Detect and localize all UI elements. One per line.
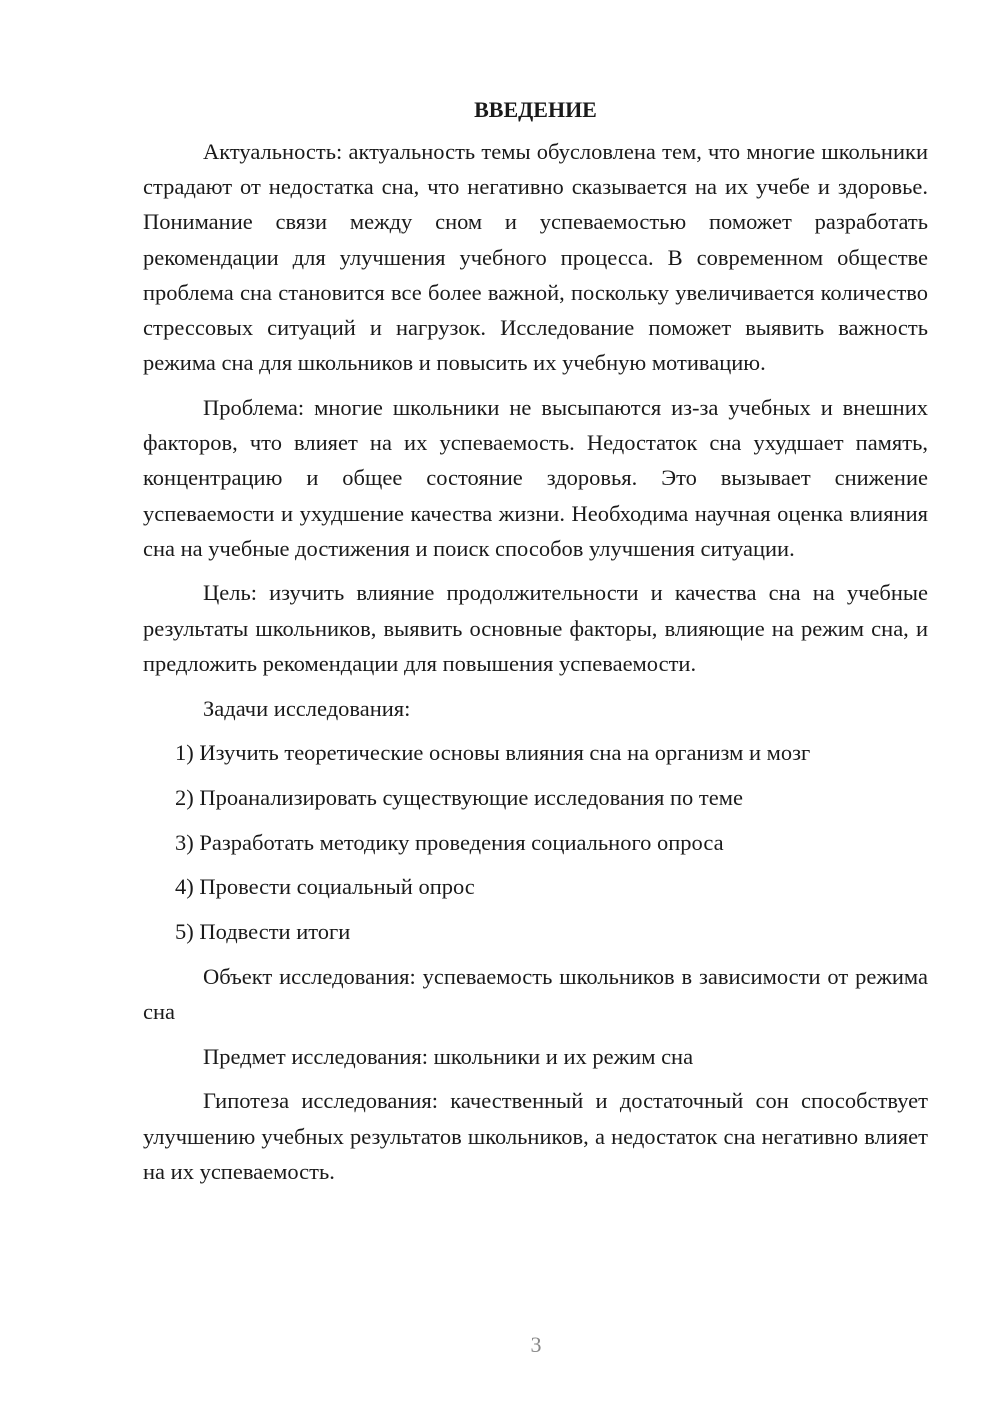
task-item: 5) Подвести итоги: [175, 919, 351, 945]
tasks-list: [143, 735, 928, 949]
paragraph-relevance: Актуальность: актуальность темы обусловлена тем, что многие школьники страдают от недостатка сна, что негативно сказывается на их учебе и здоровье. Понимание связи между сном и успеваемостью поможет разработать рекомендации для улучшения учебного процесса. В современном обществе проблема сна становится все более важной, поскольку увеличивается количество стрессовых ситуаций и нагрузок. Исследование поможет выявить важность режима сна для школьников и повысить их учебную мотивацию.: [143, 139, 928, 376]
document-page: [143, 90, 928, 1198]
task-item: 3) Разработать методику проведения социального опроса: [175, 829, 724, 855]
paragraph-problem: Проблема: многие школьники не высыпаются из-за учебных и внешних факторов, что влияет на их успеваемость. Недостаток сна ухудшает память, концентрацию и общее состояние здоровья. Это вызывает снижение успеваемости и ухудшение качества жизни. Необходима научная оценка влияния сна на учебные достижения и поиск способов улучшения ситуации.: [143, 394, 928, 561]
task-item: 2) Проанализировать существующие исследования по теме: [175, 784, 743, 810]
paragraph-object: Объект исследования: успеваемость школьников в зависимости от режима сна: [143, 963, 928, 1024]
tasks-title: Задачи исследования:: [203, 695, 411, 721]
paragraph-goal: Цель: изучить влияние продолжительности и качества сна на учебные результаты школьников, выявить основные факторы, влияющие на режим сна, и предложить рекомендации для повышения успеваемости.: [143, 580, 928, 676]
paragraph-subject: Предмет исследования: школьники и их режим сна: [203, 1043, 694, 1069]
paragraph-hypothesis: Гипотеза исследования: качественный и достаточный сон способствует улучшению учебных результатов школьников, а недостаток сна негативно влияет на их успеваемость.: [143, 1088, 928, 1184]
page-title: ВВЕДЕНИЕ: [474, 97, 597, 122]
task-item: 1) Изучить теоретические основы влияния сна на организм и мозг: [175, 740, 811, 766]
page-number: 3: [530, 1332, 542, 1357]
task-item: 4) Провести социальный опрос: [175, 874, 475, 900]
